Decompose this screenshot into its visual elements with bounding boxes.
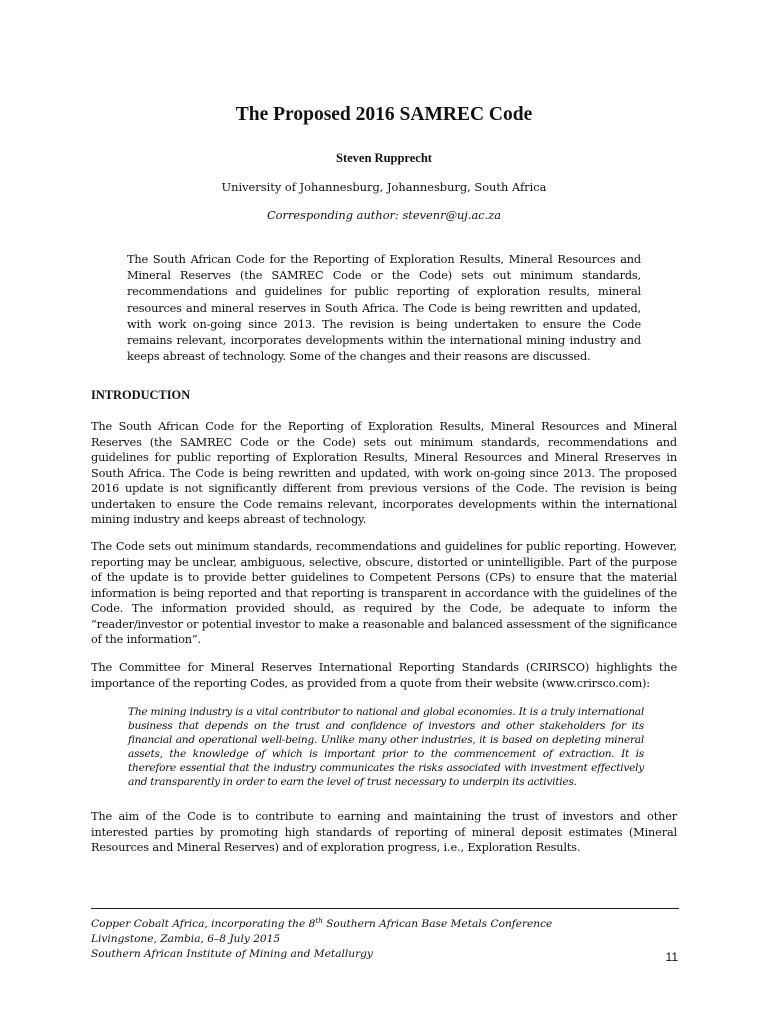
author-affiliation: University of Johannesburg, Johannesburg, South Africa [221,180,547,194]
footer-location-line: Livingstone, Zambia, 6–8 July 2015 [91,933,281,945]
footer-ordinal-suffix: th [315,917,323,925]
block-quote: The mining industry is a vital contributor to national and global economies. It is a truly international business that depends on the trust and confidence of investors and other stakeholders for its financial and operational well-being. Unlike many other industries, it is based on depleting mineral assets, the knowledge of which is important prior to the commencement of extraction. It is therefore essential that the industry communicates the risks associated with investment effectively and transparently in order to earn the level of trust necessary to underpin its activities. [128,706,644,789]
paper-title: The Proposed 2016 SAMREC Code [235,104,533,125]
corresponding-author: Corresponding author: stevenr@uj.ac.za [266,208,502,222]
footer-divider [91,908,679,909]
body-paragraph: The Committee for Mineral Reserves International Reporting Standards (CRIRSCO) highlights the importance of the reporting Codes, as provided from a quote from their website (www.crirsco.com): [91,661,677,690]
footer-conference-line [91,917,679,932]
footer-conference-text: Copper Cobalt Africa, incorporating the 8 [91,918,316,930]
abstract: The South African Code for the Reporting of Exploration Results, Mineral Resources and Mineral Reserves (the SAMREC Code or the Code) sets out minimum standards, recommendations and guidelines for public reporting of exploration results, mineral resources and mineral reserves in South Africa. The Code is being rewritten and updated, with work on-going since 2013. The revision is being undertaken to ensure the Code remains relevant, incorporates developments within the international mining industry and keeps abreast of technology. Some of the changes and their reasons are discussed. [127,253,641,364]
body-paragraph: The Code sets out minimum standards, recommendations and guidelines for public reporting. However, reporting may be unclear, ambiguous, selective, obscure, distorted or unintelligible. Part of the purpose of the update is to provide better guidelines to Competent Persons (CPs) to ensure that the material information is being reported and that reporting is transparent in accordance with the guidelines of the Code. The information provided should, as required by the Code, be adequate to inform the “reader/investor or potential investor to make a reasonable and balanced assessment of the significance of the information”. [91,540,677,646]
body-paragraph: The South African Code for the Reporting of Exploration Results, Mineral Resources and Mineral Reserves (the SAMREC Code or the Code) sets out minimum standards, recommendations and guidelines for public reporting of Exploration Results, Mineral Resources and Mineral Rreserves in South Africa. The Code is being rewritten and updated, with work on-going since 2013. The proposed 2016 update is not significantly different from previous versions of the Code. The revision is being undertaken to ensure the Code remains relevant, incorporates developments within the international mining industry and keeps abreast of technology. [91,420,677,526]
author-name: Steven Rupprecht [336,151,432,165]
footer-institute-line: Southern African Institute of Mining and Metallurgy [91,948,373,960]
page-number: 11 [665,950,678,964]
footer-conference-text-end: Southern African Base Metals Conference [322,918,553,930]
page-footer [91,917,679,962]
body-paragraph: The aim of the Code is to contribute to earning and maintaining the trust of investors and other interested parties by promoting high standards of reporting of mineral deposit estimates (Mineral Resources and Mineral Reserves) and of exploration progress, i.e., Exploration Results. [91,810,677,854]
section-heading-introduction: INTRODUCTION [91,388,191,402]
